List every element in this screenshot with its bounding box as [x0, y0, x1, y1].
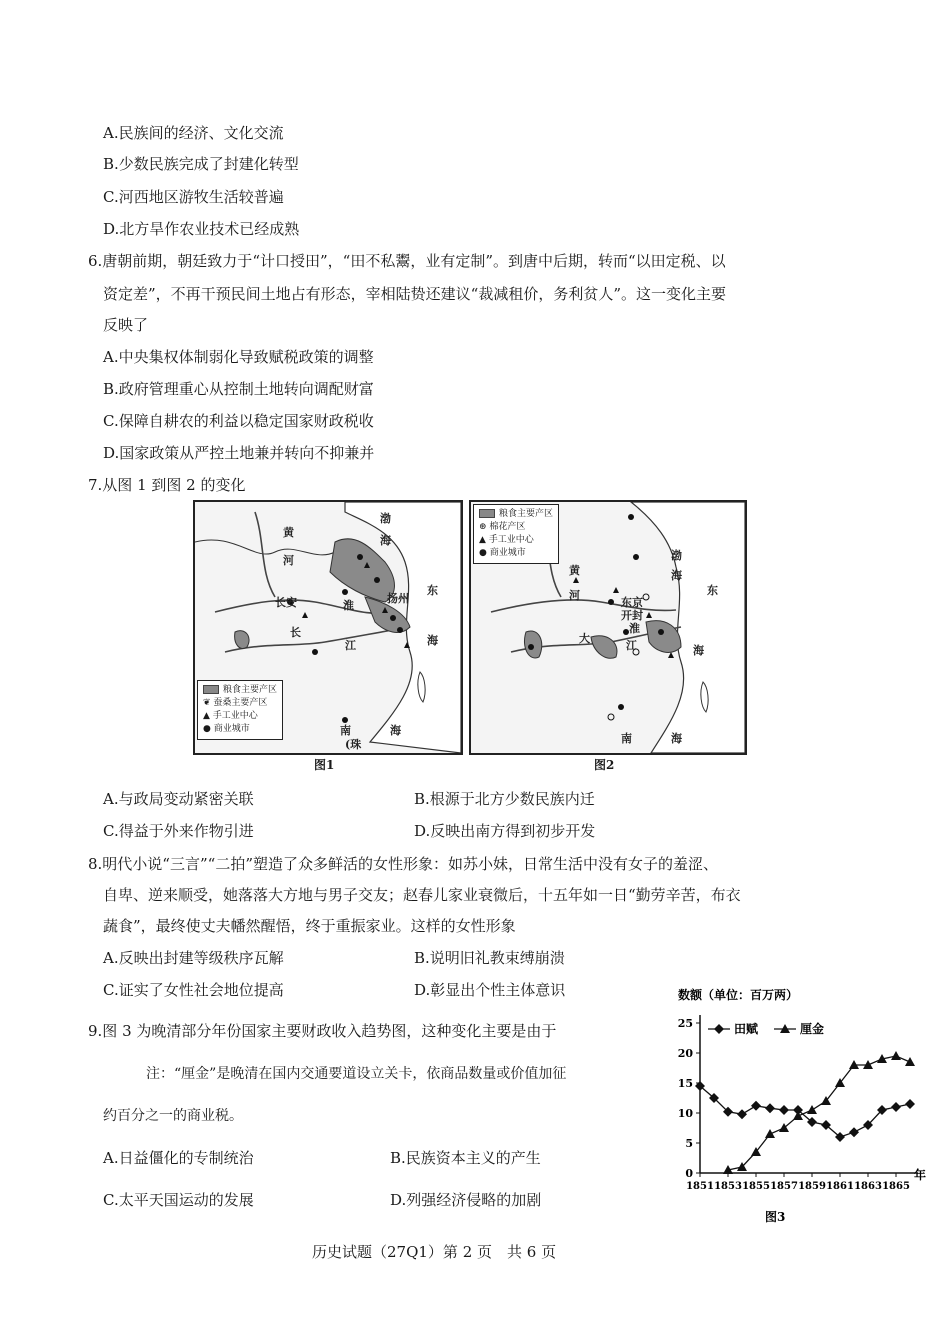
- chart-x-tick-label: 1859: [798, 1181, 826, 1192]
- q5-option-c: C.河西地区游牧生活较普遍: [103, 188, 284, 206]
- triangle-icon: ▲: [479, 535, 489, 545]
- chart-point-lijin: [905, 1057, 915, 1066]
- chart-point-tianfu: [891, 1102, 901, 1112]
- map2-caption: 图2: [594, 758, 615, 772]
- chart-x-tick-label: 1855: [742, 1181, 770, 1192]
- q5-option-a: A.民族间的经济、文化交流: [103, 124, 284, 142]
- chart-x-axis-label: 年: [914, 1168, 927, 1182]
- q8-stem-line-3: 蔬食”，最终使丈夫幡然醒悟，终于重振家业。这样的女性形象: [103, 917, 516, 935]
- q8-stem-line-1: 8.明代小说“三言”“二拍”塑造了众多鲜活的女性形象：如苏小妹，日常生活中没有女子的羞涩、: [88, 855, 718, 873]
- q6-option-c: C.保障自耕农的利益以稳定国家财政税收: [103, 412, 374, 430]
- q6-option-b: B.政府管理重心从控制土地转向调配财富: [103, 380, 374, 398]
- map2-label-huang: 黄: [569, 564, 580, 577]
- chart-legend: [708, 1021, 824, 1036]
- q9-note-line-1: 注：“厘金”是晚清在国内交通要道设立关卡，依商品数量或价值加征: [146, 1066, 567, 1082]
- chart-y-axis-label: 数额（单位：百万两）: [678, 988, 799, 1002]
- chart-series: [695, 1051, 915, 1174]
- map2-label-he: 河: [569, 589, 580, 602]
- map2-label-dong: 东: [707, 584, 718, 597]
- map2-legend-city: ● 商业城市: [479, 548, 526, 558]
- map2-label-hai-east: 海: [693, 644, 704, 657]
- map1-label-hai-east: 海: [427, 634, 438, 647]
- map1-label-hai: 海: [380, 534, 391, 547]
- map2-legend: [473, 504, 559, 564]
- q6-stem-line-3: 反映了: [103, 316, 149, 334]
- q9-stem: 9.图 3 为晚清部分年份国家主要财政收入趋势图，这种变化主要是由于: [88, 1022, 557, 1040]
- q6-option-d: D.国家政策从严控土地兼并转向不抑兼并: [103, 444, 375, 462]
- map1-legend-city: ● 商业城市: [203, 724, 250, 734]
- chart-y-tick-label: 10: [677, 1107, 693, 1120]
- chart-point-tianfu: [751, 1101, 761, 1111]
- chart-x-tick-label: 1853: [714, 1181, 742, 1192]
- q6-stem-line-1: 6.唐朝前期，朝廷致力于“计口授田”，“田不私鬻，业有定制”。到唐中后期，转而“以田定税、以: [88, 252, 726, 270]
- map2-legend-grain: 粮食主要产区: [479, 508, 553, 521]
- legend-marker-tianfu: [714, 1024, 724, 1034]
- q9-option-a: A.日益僵化的专制统治: [103, 1149, 254, 1167]
- q7-option-d: D.反映出南方得到初步开发: [414, 822, 596, 840]
- map1-label-yangzhou: 扬州: [387, 592, 409, 605]
- map2-label-nan: 南: [621, 732, 632, 745]
- map2-label-da: 大: [579, 632, 590, 645]
- map1-label-nan: 南: [340, 724, 351, 737]
- grain-area-swatch: [479, 509, 495, 518]
- dot-icon: ●: [203, 724, 214, 734]
- map2-label-bo: 渤: [671, 549, 682, 562]
- chart-point-tianfu: [849, 1127, 859, 1137]
- q5-option-b: B.少数民族完成了封建化转型: [103, 155, 299, 173]
- triangle-icon: ▲: [203, 711, 213, 721]
- q8-option-c: C.证实了女性社会地位提高: [103, 981, 284, 999]
- map1-legend: [197, 680, 283, 740]
- chart-y-tick-label: 0: [685, 1167, 693, 1180]
- map1-label-jiang: 江: [345, 639, 356, 652]
- map-figure-2: [469, 500, 747, 755]
- leaf-icon: ❦: [203, 698, 214, 708]
- dot-icon: ●: [479, 548, 490, 558]
- map1-caption: 图1: [314, 758, 335, 772]
- chart-point-lijin: [891, 1051, 901, 1060]
- chart-axes: [678, 1015, 918, 1192]
- q9-option-d: D.列强经济侵略的加剧: [390, 1191, 542, 1209]
- chart-x-tick-label: 1851: [686, 1181, 714, 1192]
- map2-label-hai-south: 海: [671, 732, 682, 745]
- q9-option-b: B.民族资本主义的产生: [390, 1149, 541, 1167]
- chart-point-lijin: [807, 1105, 817, 1114]
- q8-option-a: A.反映出封建等级秩序瓦解: [103, 949, 284, 967]
- map1-label-zhu: (珠: [345, 738, 362, 751]
- map2-label-jiang: 江: [626, 639, 637, 652]
- q8-option-d: D.彰显出个性主体意识: [414, 981, 566, 999]
- map2-label-dongjing: 东京: [621, 596, 643, 609]
- q6-option-a: A.中央集权体制弱化导致赋税政策的调整: [103, 348, 374, 366]
- cotton-icon: ⊛: [479, 522, 490, 532]
- q7-option-a: A.与政局变动紧密关联: [103, 790, 254, 808]
- chart-x-tick-label: 1857: [770, 1181, 798, 1192]
- map1-label-dong: 东: [427, 584, 438, 597]
- map2-legend-cotton: ⊛ 棉花产区: [479, 522, 526, 532]
- q6-stem-line-2: 资定差”，不再干预民间土地占有形态，宰相陆贽还建议“裁减租价，务利贫人”。这一变化主要: [103, 285, 727, 303]
- map1-legend-craft: ▲ 手工业中心: [203, 711, 258, 721]
- q8-stem-line-2: 自卑、逆来顺受，她落落大方地与男子交友；赵春儿家业衰微后，十五年如一日“勤劳辛苦，布衣: [103, 886, 741, 904]
- map2-label-kaifeng: 开封: [621, 609, 643, 622]
- chart-y-tick-label: 5: [685, 1137, 693, 1150]
- q9-note-line-2: 约百分之一的商业税。: [103, 1108, 243, 1124]
- chart-x-tick-label: 1863: [854, 1181, 882, 1192]
- legend-label-lijin: 厘金: [800, 1022, 825, 1036]
- map1-label-hai-south: 海: [390, 724, 401, 737]
- map1-label-changan: 长安: [275, 596, 297, 609]
- q7-option-b: B.根源于北方少数民族内迁: [414, 790, 595, 808]
- chart-x-tick-label: 1861: [826, 1181, 854, 1192]
- grain-area-swatch: [203, 685, 219, 694]
- q7-stem: 7.从图 1 到图 2 的变化: [88, 476, 246, 494]
- map1-label-huai: 淮: [343, 599, 354, 612]
- map1-label-chang: 长: [290, 626, 301, 639]
- q7-option-c: C.得益于外来作物引进: [103, 822, 254, 840]
- chart-caption: 图3: [765, 1210, 786, 1224]
- legend-label-tianfu: 田赋: [734, 1022, 759, 1036]
- chart-point-tianfu: [737, 1109, 747, 1119]
- chart-y-tick-label: 20: [677, 1047, 693, 1060]
- map1-legend-grain: 粮食主要产区: [203, 684, 277, 697]
- map1-legend-silk: ❦ 蚕桑主要产区: [203, 698, 268, 708]
- revenue-chart: [670, 985, 930, 1225]
- chart-point-tianfu: [765, 1103, 775, 1113]
- chart-point-tianfu: [779, 1105, 789, 1115]
- q9-option-c: C.太平天国运动的发展: [103, 1191, 254, 1209]
- page-footer: 历史试题（27Q1）第 2 页 共 6 页: [312, 1243, 557, 1261]
- q5-option-d: D.北方旱作农业技术已经成熟: [103, 220, 300, 238]
- map2-label-hai: 海: [671, 569, 682, 582]
- map1-label-bo: 渤: [380, 512, 391, 525]
- map-figure-1: [193, 500, 463, 755]
- map1-label-he: 河: [283, 554, 294, 567]
- map1-label-huang: 黄: [283, 526, 294, 539]
- chart-y-tick-label: 15: [677, 1077, 693, 1090]
- map2-legend-craft: ▲ 手工业中心: [479, 535, 534, 545]
- chart-y-tick-label: 25: [677, 1017, 693, 1030]
- q8-option-b: B.说明旧礼教束缚崩溃: [414, 949, 565, 967]
- chart-x-tick-label: 1865: [882, 1181, 910, 1192]
- chart-point-tianfu: [905, 1099, 915, 1109]
- map2-label-huai: 淮: [629, 622, 640, 635]
- chart-point-lijin: [765, 1129, 775, 1138]
